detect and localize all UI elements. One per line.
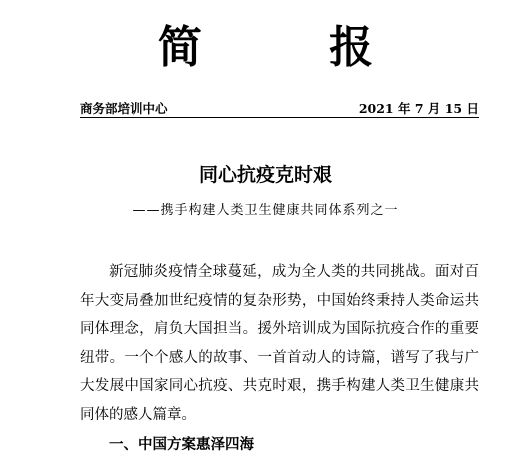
briefing-masthead-title: 简 报 [157, 22, 430, 73]
header-meta-row [80, 101, 479, 117]
header-divider-rule [80, 117, 479, 118]
article-title: 同心抗疫克时艰 [198, 164, 332, 186]
article-body-paragraph: 新冠肺炎疫情全球蔓延，成为全人类的共同挑战。面对百年大变局叠加世纪疫情的复杂形势，中国始终秉持人类命运共同体理念，肩负大国担当。援外培训成为国际抗疫合作的重要纽带。一个个感人的故事、一首首动人的诗篇，谱写了我与广大发展中国家同心抗疫、共克时艰，携手构建人类卫生健康共同体的感人篇章。 [80, 264, 479, 423]
issuing-organization: 商务部培训中心 [80, 101, 168, 116]
article-section-heading-partial: 一、中国方案惠泽四海 [109, 436, 254, 453]
issue-date: 2021 年 7 月 15 日 [358, 101, 479, 116]
article-subtitle: ——携手构建人类卫生健康共同体系列之一 [132, 203, 399, 218]
